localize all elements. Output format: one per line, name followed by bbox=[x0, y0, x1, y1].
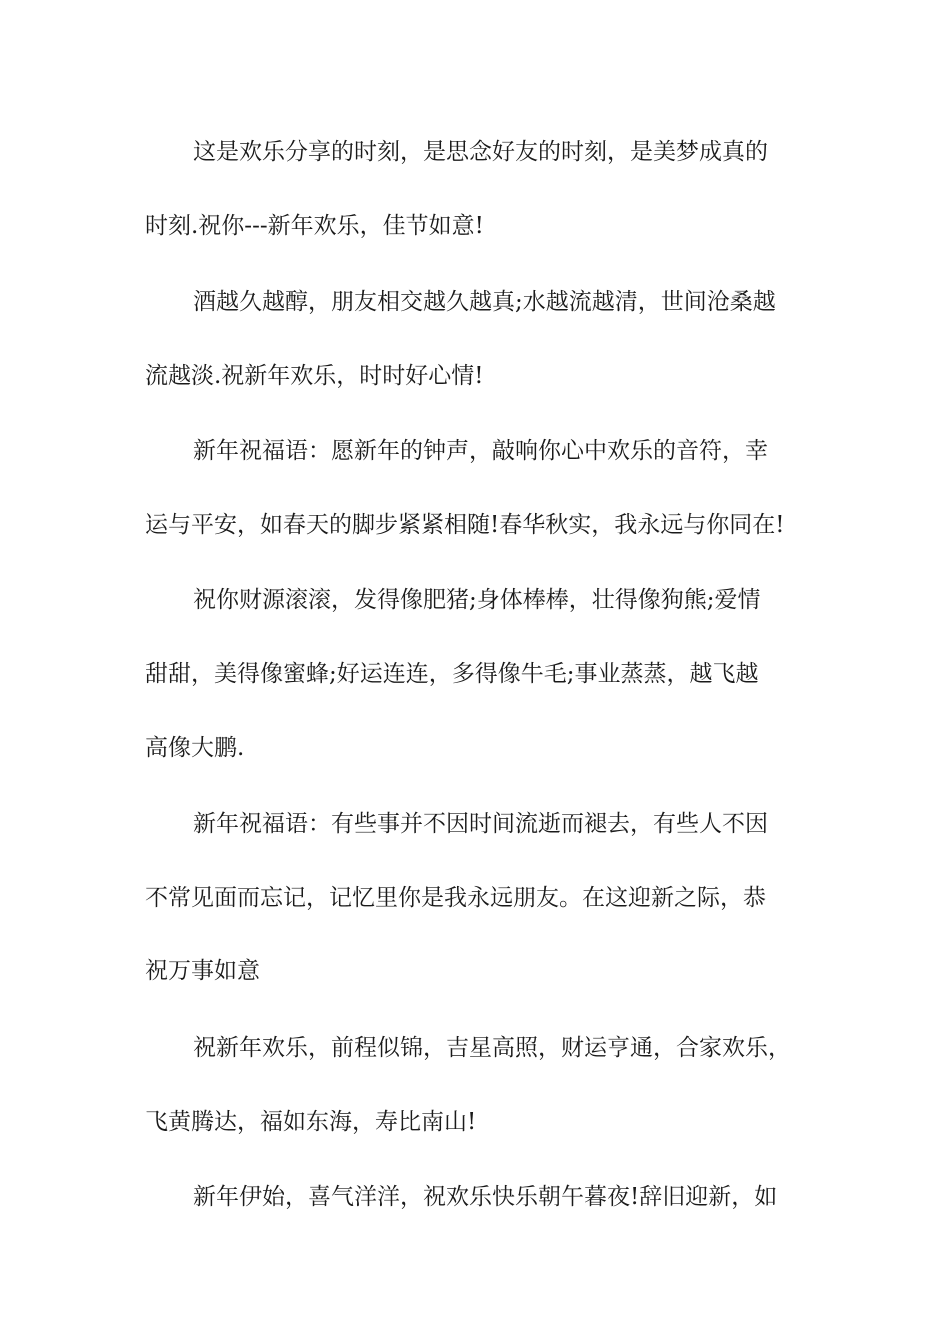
paragraph-4-line-2: 甜甜，美得像蜜蜂;好运连连，多得像牛毛;事业蒸蒸，越飞越 bbox=[145, 661, 759, 687]
paragraph-6-line-1: 祝新年欢乐，前程似锦，吉星高照，财运亨通，合家欢乐， bbox=[193, 1035, 791, 1061]
paragraph-5-line-1: 新年祝福语：有些事并不因时间流逝而褪去，有些人不因 bbox=[193, 811, 768, 837]
paragraph-3-line-1: 新年祝福语：愿新年的钟声，敲响你心中欢乐的音符，幸 bbox=[193, 438, 768, 464]
paragraph-2-line-2: 流越淡.祝新年欢乐，时时好心情! bbox=[145, 363, 484, 389]
paragraph-7-line-1: 新年伊始，喜气洋洋，祝欢乐快乐朝午暮夜!辞旧迎新，如 bbox=[193, 1184, 778, 1210]
paragraph-1-line-1: 这是欢乐分享的时刻，是思念好友的时刻，是美梦成真的 bbox=[193, 139, 768, 165]
paragraph-5-line-3: 祝万事如意 bbox=[145, 958, 260, 984]
paragraph-2-line-1: 酒越久越醇，朋友相交越久越真;水越流越清，世间沧桑越 bbox=[193, 289, 776, 315]
paragraph-3-line-2: 运与平安，如春天的脚步紧紧相随!春华秋实，我永远与你同在! bbox=[145, 512, 785, 538]
paragraph-4-line-3: 高像大鹏. bbox=[145, 735, 245, 761]
paragraph-5-line-2: 不常见面而忘记，记忆里你是我永远朋友。在这迎新之际，恭 bbox=[145, 885, 766, 911]
paragraph-1-line-2: 时刻.祝你---新年欢乐，佳节如意! bbox=[145, 213, 484, 239]
paragraph-4-line-1: 祝你财源滚滚，发得像肥猪;身体棒棒，壮得像狗熊;爱情 bbox=[193, 587, 761, 613]
paragraph-6-line-2: 飞黄腾达，福如东海，寿比南山! bbox=[145, 1109, 477, 1135]
